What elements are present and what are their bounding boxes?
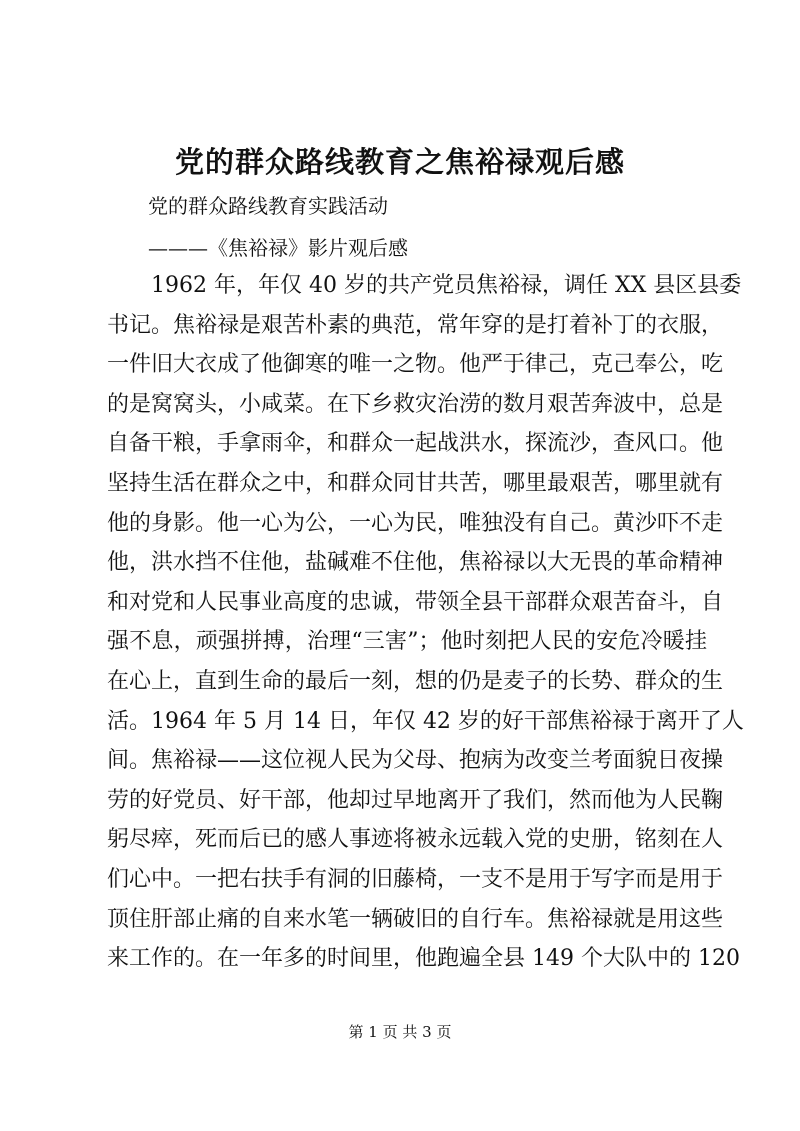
body-paragraph	[107, 266, 744, 979]
body-line: 间。焦裕禄——这位视人民为父母、抱病为改变兰考面貌日夜操	[107, 748, 724, 774]
body-line: 坚持生活在群众之中，和群众同甘共苦，哪里最艰苦，哪里就有	[107, 470, 724, 496]
body-line: 活。1964 年 5 月 14 日，年仅 42 岁的好干部焦裕禄于离开了人	[107, 708, 744, 734]
body-line: 他的身影。他一心为公，一心为民，唯独没有自己。黄沙吓不走	[107, 510, 724, 536]
document-subtitle: 党的群众路线教育实践活动	[148, 194, 388, 218]
body-line: 书记。焦裕禄是艰苦朴素的典范，常年穿的是打着补丁的衣服，	[107, 312, 724, 338]
body-line: 自备干粮，手拿雨伞，和群众一起战洪水，探流沙，查风口。他	[107, 431, 724, 457]
document-title: 党的群众路线教育之焦裕禄观后感	[174, 145, 625, 179]
body-line: 一件旧大衣成了他御寒的唯一之物。他严于律己，克己奉公，吃	[107, 352, 724, 378]
body-line: 强不息，顽强拼搏，治理“三害”；他时刻把人民的安危冷暖挂	[107, 629, 707, 655]
body-line: 劳的好党员、好干部，他却过早地离开了我们，然而他为人民鞠	[107, 787, 724, 813]
body-line: 他，洪水挡不住他，盐碱难不住他，焦裕禄以大无畏的革命精神	[107, 550, 724, 576]
document-subheading: ———《焦裕禄》影片观后感	[148, 236, 408, 260]
body-line: 和对党和人民事业高度的忠诚，带领全县干部群众艰苦奋斗，自	[107, 589, 724, 615]
page-number-footer: 第 1 页 共 3 页	[348, 1023, 452, 1041]
body-line: 1962 年，年仅 40 岁的共产党员焦裕禄，调任 XX 县区县委	[151, 273, 742, 298]
body-line: 在心上，直到生命的最后一刻，想的仍是麦子的长势、群众的生	[107, 668, 724, 694]
body-line: 的是窝窝头，小咸菜。在下乡救灾治涝的数月艰苦奔波中，总是	[107, 391, 724, 417]
body-line: 们心中。一把右扶手有洞的旧藤椅，一支不是用于写字而是用于	[107, 866, 724, 892]
body-line: 来工作的。在一年多的时间里，他跑遍全县 149 个大队中的 120	[107, 946, 740, 972]
body-line: 躬尽瘁，死而后已的感人事迹将被永远载入党的史册，铭刻在人	[107, 827, 724, 853]
body-line: 顶住肝部止痛的自来水笔一辆破旧的自行车。焦裕禄就是用这些	[107, 906, 724, 932]
